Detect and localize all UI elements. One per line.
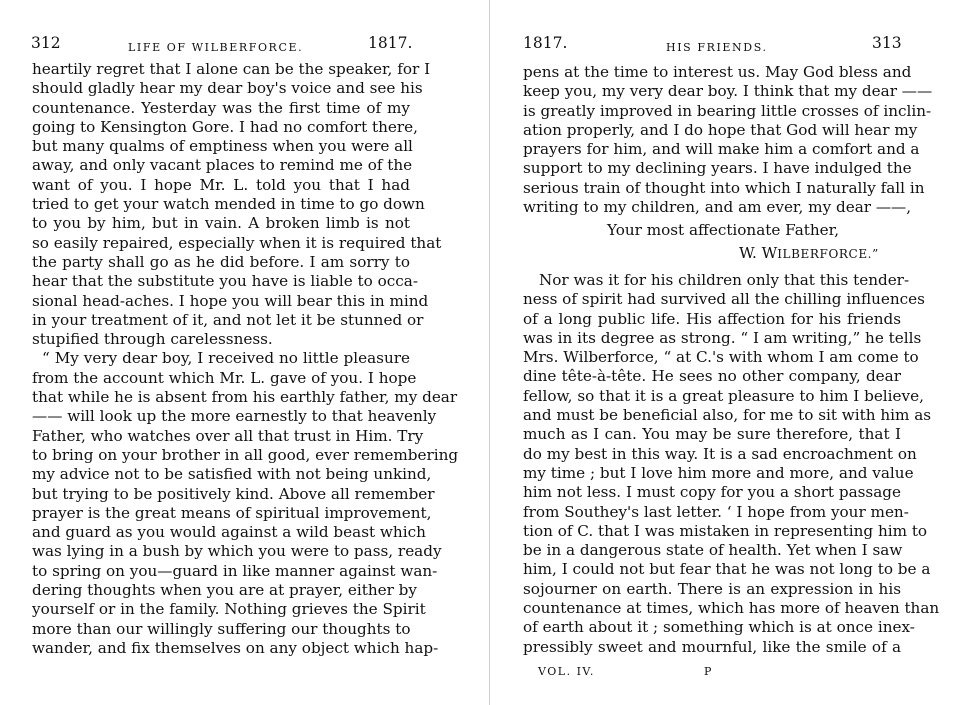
text-line: more than our willingly suffering our thoughts to [32,619,411,638]
text-line: to bring on your brother in all good, ever remembering [32,445,459,464]
text-line: support to my declining years. I have indulged the [523,159,912,178]
text-line: sojourner on earth. There is an expression in his [523,579,901,598]
text-line: dering thoughts when you are at prayer, either by [32,581,417,600]
text-line: is greatly improved in bearing little crosses of inclin- [523,101,932,120]
letter-signature [739,244,879,262]
text-line: Mrs. Wilberforce, “ at C.'s with whom I am come to [523,348,919,367]
signature-letter: P [704,665,713,678]
text-line: tried to get your watch mended in time to go down [32,195,425,214]
text-line: dine tête-à-tête. He sees no other company, dear [523,367,901,386]
text-line: countenance at times, which has more of heaven than [523,599,940,618]
text-line: but many qualms of emptiness when you were all [32,137,413,156]
text-line: keep you, my very dear boy. I think that my dear —— [523,82,933,101]
text-line: writing to my children, and am ever, my dear ——, [523,198,912,217]
left-year: 1817. [368,34,413,52]
left-running-head [128,37,303,55]
letter-closing: Your most affectionate Father, [607,221,840,239]
right-running-head-text: HIS FRIENDS. [666,41,768,54]
text-line: of earth about it ; something which is at once inex- [523,618,915,637]
text-line: my advice not to be satisfied with not being unkind, [32,465,432,484]
right-body-text-narrative [523,271,940,657]
text-line: was lying in a bush by which you were to pass, ready [32,542,442,561]
text-line: so easily repaired, especially when it is required that [32,233,442,252]
text-line: pressibly sweet and mournful, like the smile of a [523,637,901,656]
text-line: to spring on you—guard in like manner against wan- [32,561,438,580]
text-line: serious train of thought into which I naturally fall in [523,178,925,197]
text-line: from the account which Mr. L. gave of you. I hope [32,368,417,387]
left-page-number: 312 [31,34,61,52]
text-line: and must be beneficial also, for me to sit with him as [523,406,932,425]
right-page-number: 313 [872,34,902,52]
right-body-text-letter [523,63,933,217]
text-line: fellow, so that it is a great pleasure to him I believe, [523,386,924,405]
text-line: him, I could not but fear that he was not long to be a [523,560,931,579]
text-line: much as I can. You may be sure therefore, that I [523,425,901,444]
text-line: and guard as you would against a wild beast which [32,523,426,542]
text-line: in your treatment of it, and not let it be stunned or [32,310,424,329]
text-line: should gladly hear my dear boy's voice and see his [32,79,423,98]
text-line: yourself or in the family. Nothing grieves the Spirit [32,600,426,619]
left-running-head-text: LIFE OF WILBERFORCE. [128,41,304,54]
text-line: from Southey's last letter. ‘ I hope from your men- [523,502,909,521]
text-line: sional head-aches. I hope you will bear this in mind [32,291,429,310]
volume-mark: VOL. IV. [538,665,595,678]
right-running-head [666,37,768,55]
text-line: “ My very dear boy, I received no little pleasure [42,349,410,368]
text-line: Nor was it for his children only that this tender- [539,271,910,289]
signature-initial: W. W [739,244,778,262]
text-line: ation properly, and I do hope that God will hear my [523,120,918,139]
signature-surname: ILBERFORCE.” [777,247,879,261]
text-line: —— will look up the more earnestly to that heavenly [32,407,437,426]
text-line: heartily regret that I alone can be the speaker, for I [32,60,431,78]
text-line: to you by him, but in vain. A broken limb is not [32,214,410,233]
text-line: wander, and fix themselves on any object which hap- [32,638,439,657]
right-year: 1817. [523,34,568,52]
left-body-text [32,60,459,658]
text-line: tion of C. that I was mistaken in representing him to [523,521,928,540]
text-line: want of you. I hope Mr. L. told you that I had [32,175,410,194]
text-line: was in its degree as strong. “ I am writing,” he tells [523,328,922,347]
text-line: my time ; but I love him more and more, and value [523,463,914,482]
text-line: but trying to be positively kind. Above all remember [32,484,435,503]
text-line: do my best in this way. It is a sad encroachment on [523,444,917,463]
text-line: of a long public life. His affection for his friends [523,309,901,328]
text-line: him not less. I must copy for you a short passage [523,483,901,502]
text-line: prayers for him, and will make him a comfort and a [523,140,920,159]
text-line: away, and only vacant places to remind me of the [32,156,413,175]
text-line: Father, who watches over all that trust in Him. Try [32,426,424,445]
text-line: pens at the time to interest us. May God bless and [523,63,912,81]
text-line: hear that the substitute you have is liable to occa- [32,272,418,291]
text-line: be in a dangerous state of health. Yet when I saw [523,541,903,560]
text-line: countenance. Yesterday was the first time of my [32,98,410,117]
text-line: stupified through carelessness. [32,330,273,349]
text-line: the party shall go as he did before. I am sorry to [32,252,410,271]
text-line: ness of spirit had survived all the chilling influences [523,290,925,309]
text-line: prayer is the great means of spiritual improvement, [32,503,432,522]
text-line: going to Kensington Gore. I had no comfort there, [32,117,418,136]
text-line: that while he is absent from his earthly father, my dear [32,388,458,407]
